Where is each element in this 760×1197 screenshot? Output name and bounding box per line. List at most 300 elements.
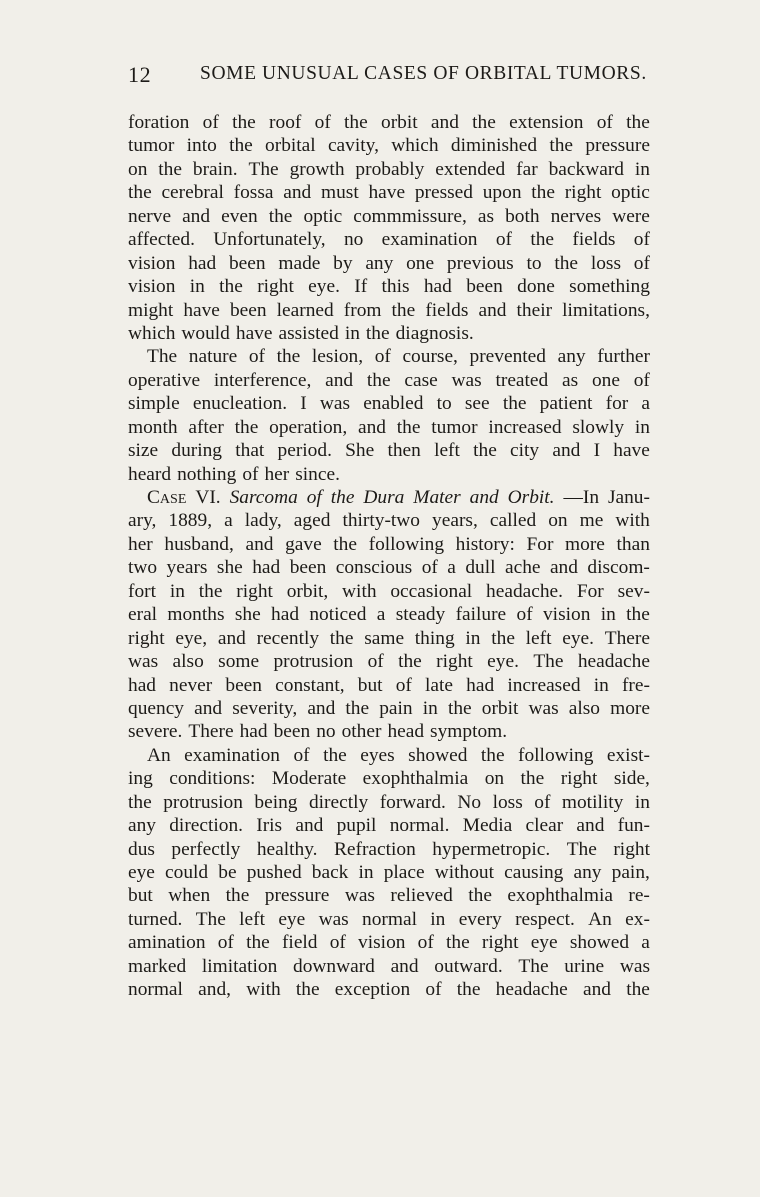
- word: orbit: [481, 697, 519, 719]
- word: of: [374, 346, 391, 368]
- text-line: [128, 884, 650, 907]
- word: ache: [504, 557, 541, 579]
- word: thirty-two: [342, 510, 420, 532]
- word: the: [549, 135, 574, 157]
- word: and: [325, 369, 354, 391]
- word: have: [183, 299, 220, 321]
- word: eye: [530, 932, 558, 954]
- word: increased: [507, 674, 581, 696]
- word: the: [330, 487, 355, 508]
- text-line: [128, 463, 650, 486]
- word: more: [610, 697, 650, 719]
- word: There: [604, 627, 650, 649]
- word: the: [246, 932, 270, 954]
- word: was: [128, 651, 159, 673]
- word: tumor: [128, 135, 175, 157]
- word: thing: [414, 627, 455, 649]
- word: protrusion: [163, 791, 243, 813]
- word: back: [311, 862, 349, 883]
- word: fossa: [233, 182, 274, 204]
- text-line: [128, 369, 650, 392]
- word: commmissure,: [353, 205, 467, 227]
- word: any: [365, 252, 394, 274]
- word: without: [434, 862, 495, 883]
- word: years: [166, 557, 208, 579]
- word: discom-: [587, 557, 650, 579]
- word: prevented: [469, 346, 546, 368]
- word: she: [216, 557, 243, 579]
- word: the: [128, 791, 152, 813]
- word: on: [484, 768, 505, 790]
- word: failure: [455, 604, 507, 626]
- word: fort: [128, 580, 156, 602]
- word: lesion,: [311, 346, 364, 368]
- word: in: [358, 862, 374, 883]
- text-line: [128, 439, 650, 462]
- word: fun-: [617, 815, 650, 837]
- word: case: [404, 369, 438, 391]
- word: increased: [488, 416, 562, 438]
- word: I: [593, 440, 601, 462]
- word: exophthalmia: [507, 885, 613, 907]
- word: been: [273, 721, 311, 743]
- word: backward: [548, 158, 624, 180]
- word: and: [390, 955, 419, 977]
- text-line: [128, 392, 650, 415]
- word: following: [518, 744, 594, 766]
- word: as: [477, 205, 495, 227]
- word: heard: [128, 463, 172, 485]
- word: the: [234, 416, 259, 438]
- word: same: [364, 627, 405, 649]
- word: and: [478, 299, 507, 321]
- word: The: [566, 838, 597, 860]
- word: ing: [128, 768, 153, 790]
- word: diagnosis.: [395, 322, 474, 344]
- word: which: [391, 135, 439, 157]
- word: made: [278, 252, 321, 274]
- word: pressed: [414, 182, 473, 204]
- word: orbit,: [286, 580, 329, 602]
- word: the: [391, 299, 416, 321]
- word: right: [613, 838, 650, 860]
- word: the: [229, 135, 253, 157]
- word: the: [456, 979, 481, 1001]
- word: eyes: [360, 744, 395, 766]
- word: had: [128, 674, 156, 696]
- text-line: [128, 556, 650, 579]
- text-line: [128, 134, 650, 157]
- word: and: [430, 112, 459, 133]
- word: and: [245, 533, 274, 555]
- word: gave: [285, 533, 322, 555]
- word: as: [562, 369, 579, 391]
- word: Orbit.: [507, 487, 555, 508]
- word: was: [619, 955, 650, 977]
- text-line: [128, 416, 650, 439]
- word: following: [368, 533, 445, 555]
- word: pressure: [264, 885, 330, 907]
- word: had: [466, 674, 495, 696]
- word: showed: [569, 932, 630, 954]
- word: was: [319, 393, 351, 415]
- word: since.: [295, 463, 340, 485]
- word: Sarcoma: [229, 487, 298, 508]
- word: with: [246, 979, 281, 1001]
- word: severe.: [128, 721, 183, 743]
- word: one: [406, 252, 435, 274]
- word: For: [576, 580, 604, 602]
- body-text: [128, 111, 650, 1002]
- word: this: [381, 276, 410, 298]
- word: more: [565, 533, 605, 555]
- word: exophthalmia: [362, 768, 469, 790]
- word: the: [225, 885, 250, 907]
- word: of: [421, 557, 438, 579]
- word: also: [568, 697, 600, 719]
- word: field: [281, 932, 318, 954]
- word: months: [167, 604, 225, 626]
- word: operation,: [269, 416, 348, 438]
- word: in: [422, 697, 438, 719]
- word: fre-: [621, 674, 650, 696]
- word: and: [182, 205, 211, 227]
- word: Refraction: [333, 838, 416, 860]
- word: of: [202, 112, 219, 133]
- word: see: [464, 393, 490, 415]
- word: If: [354, 276, 368, 298]
- word: limitations,: [562, 299, 650, 321]
- word: then: [387, 440, 421, 462]
- word: month: [128, 416, 178, 438]
- word: An: [588, 908, 612, 930]
- word: direction.: [169, 815, 244, 837]
- word: for: [605, 393, 629, 415]
- word: been: [225, 674, 262, 696]
- word: the: [531, 182, 555, 204]
- word: headache: [577, 651, 650, 673]
- word: slowly: [572, 416, 625, 438]
- word: the: [329, 627, 354, 649]
- word: 1889,: [168, 510, 213, 532]
- word: Janu-: [607, 487, 650, 508]
- word: nature: [188, 346, 238, 368]
- word: of: [633, 369, 650, 391]
- word: diminished: [450, 135, 538, 157]
- word: of: [367, 651, 384, 673]
- word: to: [436, 393, 452, 415]
- word: Media: [462, 815, 513, 837]
- word: been: [228, 252, 266, 274]
- word: to: [526, 252, 542, 274]
- word: period.: [277, 440, 332, 462]
- word: The: [147, 346, 178, 368]
- word: conscious: [335, 557, 413, 579]
- word: vision: [358, 932, 406, 954]
- word: both: [505, 205, 540, 227]
- word: optic: [303, 205, 343, 227]
- word: —In: [563, 487, 600, 508]
- word: of: [633, 229, 650, 251]
- word: vision: [542, 604, 591, 626]
- word: ary,: [128, 510, 157, 532]
- word: The: [195, 908, 226, 930]
- word: of: [293, 744, 310, 766]
- word: had: [188, 252, 217, 274]
- word: pupil: [336, 815, 377, 837]
- word: assisted: [278, 322, 339, 344]
- word: called: [489, 510, 537, 532]
- word: right: [564, 182, 602, 204]
- word: the: [198, 580, 223, 602]
- word: downward: [293, 955, 375, 977]
- word: Mater: [413, 487, 461, 508]
- running-title: SOME UNUSUAL CASES OF ORBITAL TUMORS.: [200, 63, 647, 84]
- word: healthy.: [256, 838, 318, 860]
- word: Moderate: [271, 768, 347, 790]
- text-line: [128, 580, 650, 603]
- word: relieved: [390, 885, 453, 907]
- page-number: 12: [128, 62, 152, 87]
- word: upon: [482, 182, 522, 204]
- word: a: [641, 393, 650, 415]
- word: be: [218, 862, 237, 883]
- word: the: [295, 979, 320, 1001]
- word: the: [158, 158, 182, 180]
- word: extension: [509, 112, 584, 133]
- word: also: [172, 651, 204, 673]
- text-line: [128, 486, 650, 509]
- word: the: [480, 744, 505, 766]
- word: place: [383, 862, 425, 883]
- text-line: [128, 697, 650, 720]
- text-line: [128, 674, 650, 697]
- word: pain: [379, 697, 413, 719]
- text-line: [128, 908, 650, 931]
- running-head: [128, 62, 648, 86]
- word: amination: [128, 932, 206, 954]
- word: something: [569, 276, 650, 298]
- word: interference,: [213, 369, 312, 391]
- word: of: [425, 979, 442, 1001]
- word: the: [333, 533, 357, 555]
- word: far: [516, 158, 538, 180]
- word: late: [425, 674, 454, 696]
- word: the: [219, 276, 243, 298]
- word: some: [218, 651, 260, 673]
- word: and: [552, 440, 581, 462]
- text-line: [128, 509, 650, 532]
- word: the: [344, 112, 368, 133]
- word: showed: [408, 744, 468, 766]
- word: conditions:: [169, 768, 256, 790]
- word: limitation: [201, 955, 278, 977]
- word: The: [533, 651, 564, 673]
- word: nerve: [128, 205, 172, 227]
- word: The: [518, 955, 549, 977]
- word: steady: [395, 604, 446, 626]
- word: been: [229, 299, 267, 321]
- word: size: [128, 440, 159, 462]
- word: pushed: [246, 862, 302, 883]
- word: respect.: [515, 908, 575, 930]
- word: learned: [276, 299, 334, 321]
- word: and: [194, 697, 223, 719]
- word: in: [634, 416, 650, 438]
- word: every: [458, 908, 502, 930]
- word: left: [434, 440, 460, 462]
- word: An: [147, 744, 171, 766]
- word: loss: [492, 791, 523, 813]
- word: For: [526, 533, 554, 555]
- word: in: [600, 604, 616, 626]
- word: protrusion: [273, 651, 354, 673]
- word: ex-: [625, 908, 650, 930]
- word: right: [481, 932, 519, 954]
- word: any: [128, 815, 156, 837]
- word: vision: [128, 276, 176, 298]
- text-line: [128, 299, 650, 322]
- word: and: [217, 627, 246, 649]
- word: cavity,: [327, 135, 379, 157]
- word: in: [344, 322, 360, 344]
- word: a: [224, 510, 233, 532]
- text-line: [128, 158, 650, 181]
- word: exist-: [606, 744, 650, 766]
- word: side,: [613, 768, 650, 790]
- word: in: [465, 627, 481, 649]
- word: into: [186, 135, 217, 157]
- word: nothing: [177, 463, 237, 485]
- word: any: [557, 346, 586, 368]
- word: right: [236, 580, 273, 602]
- word: the: [530, 229, 555, 251]
- word: by: [333, 252, 353, 274]
- word: the: [323, 744, 347, 766]
- word: of: [217, 932, 234, 954]
- word: I: [300, 393, 307, 415]
- word: urine: [564, 955, 605, 977]
- word: re-: [628, 885, 650, 907]
- text-line: [128, 205, 650, 228]
- word: might: [128, 299, 174, 321]
- word: of: [516, 604, 533, 626]
- text-line: [128, 838, 650, 861]
- text-line: [128, 650, 650, 673]
- word: lady,: [244, 510, 282, 532]
- word: turned.: [128, 908, 183, 930]
- word: the: [447, 697, 472, 719]
- text-line: [128, 861, 650, 884]
- text-line: [128, 627, 650, 650]
- word: optic: [611, 182, 650, 204]
- word: the: [276, 346, 301, 368]
- word: was: [318, 908, 349, 930]
- word: directly: [308, 791, 369, 813]
- word: the: [473, 440, 497, 462]
- word: of: [306, 487, 322, 508]
- word: the: [472, 112, 496, 133]
- word: eye.: [487, 651, 519, 673]
- text-line: [128, 978, 650, 1001]
- word: must: [321, 182, 359, 204]
- word: patient: [539, 393, 593, 415]
- word: severity,: [232, 697, 298, 719]
- text-line: [128, 345, 650, 368]
- word: the: [345, 697, 370, 719]
- word: causing: [504, 862, 564, 883]
- word: the: [491, 627, 515, 649]
- word: occasional: [390, 580, 473, 602]
- word: the: [128, 182, 152, 204]
- text-line: [128, 767, 650, 790]
- word: have: [368, 182, 406, 204]
- word: of: [314, 112, 331, 133]
- word: the: [520, 768, 545, 790]
- word: dus: [128, 838, 155, 860]
- word: constant,: [275, 674, 345, 696]
- text-line: [128, 955, 650, 978]
- word: than: [616, 533, 650, 555]
- word: and: [469, 487, 499, 508]
- word: vision: [128, 252, 176, 274]
- word: of: [329, 932, 346, 954]
- word: the: [502, 393, 527, 415]
- word: would: [181, 322, 230, 344]
- text-line: [128, 275, 650, 298]
- word: but: [128, 885, 153, 907]
- word: me: [579, 510, 604, 532]
- word: eye,: [175, 627, 208, 649]
- word: when: [168, 885, 211, 907]
- word: never: [169, 674, 213, 696]
- word: tumor: [431, 416, 478, 438]
- word: Case: [147, 487, 187, 508]
- word: other: [341, 721, 382, 743]
- word: No: [457, 791, 482, 813]
- word: of: [633, 252, 650, 274]
- word: examination: [184, 744, 281, 766]
- word: was: [344, 885, 375, 907]
- word: on: [128, 158, 148, 180]
- word: in: [430, 908, 446, 930]
- word: Dura: [363, 487, 405, 508]
- word: during: [171, 440, 223, 462]
- word: their: [516, 299, 553, 321]
- word: the: [626, 979, 650, 1001]
- word: eral: [128, 604, 158, 626]
- word: operative: [128, 369, 201, 391]
- word: right: [560, 768, 598, 790]
- word: the: [554, 252, 579, 274]
- word: affected.: [128, 229, 195, 251]
- word: one: [591, 369, 620, 391]
- word: headache: [495, 979, 568, 1001]
- word: orbital: [265, 135, 316, 157]
- text-line: [128, 814, 650, 837]
- word: noticed: [309, 604, 367, 626]
- word: even: [221, 205, 258, 227]
- word: done: [517, 276, 555, 298]
- word: Iris: [256, 815, 283, 837]
- word: the: [626, 604, 650, 626]
- word: on: [548, 510, 568, 532]
- word: loss: [590, 252, 621, 274]
- word: normal.: [389, 815, 450, 837]
- word: and: [357, 416, 386, 438]
- word: the: [232, 112, 256, 133]
- word: symptom.: [430, 721, 508, 743]
